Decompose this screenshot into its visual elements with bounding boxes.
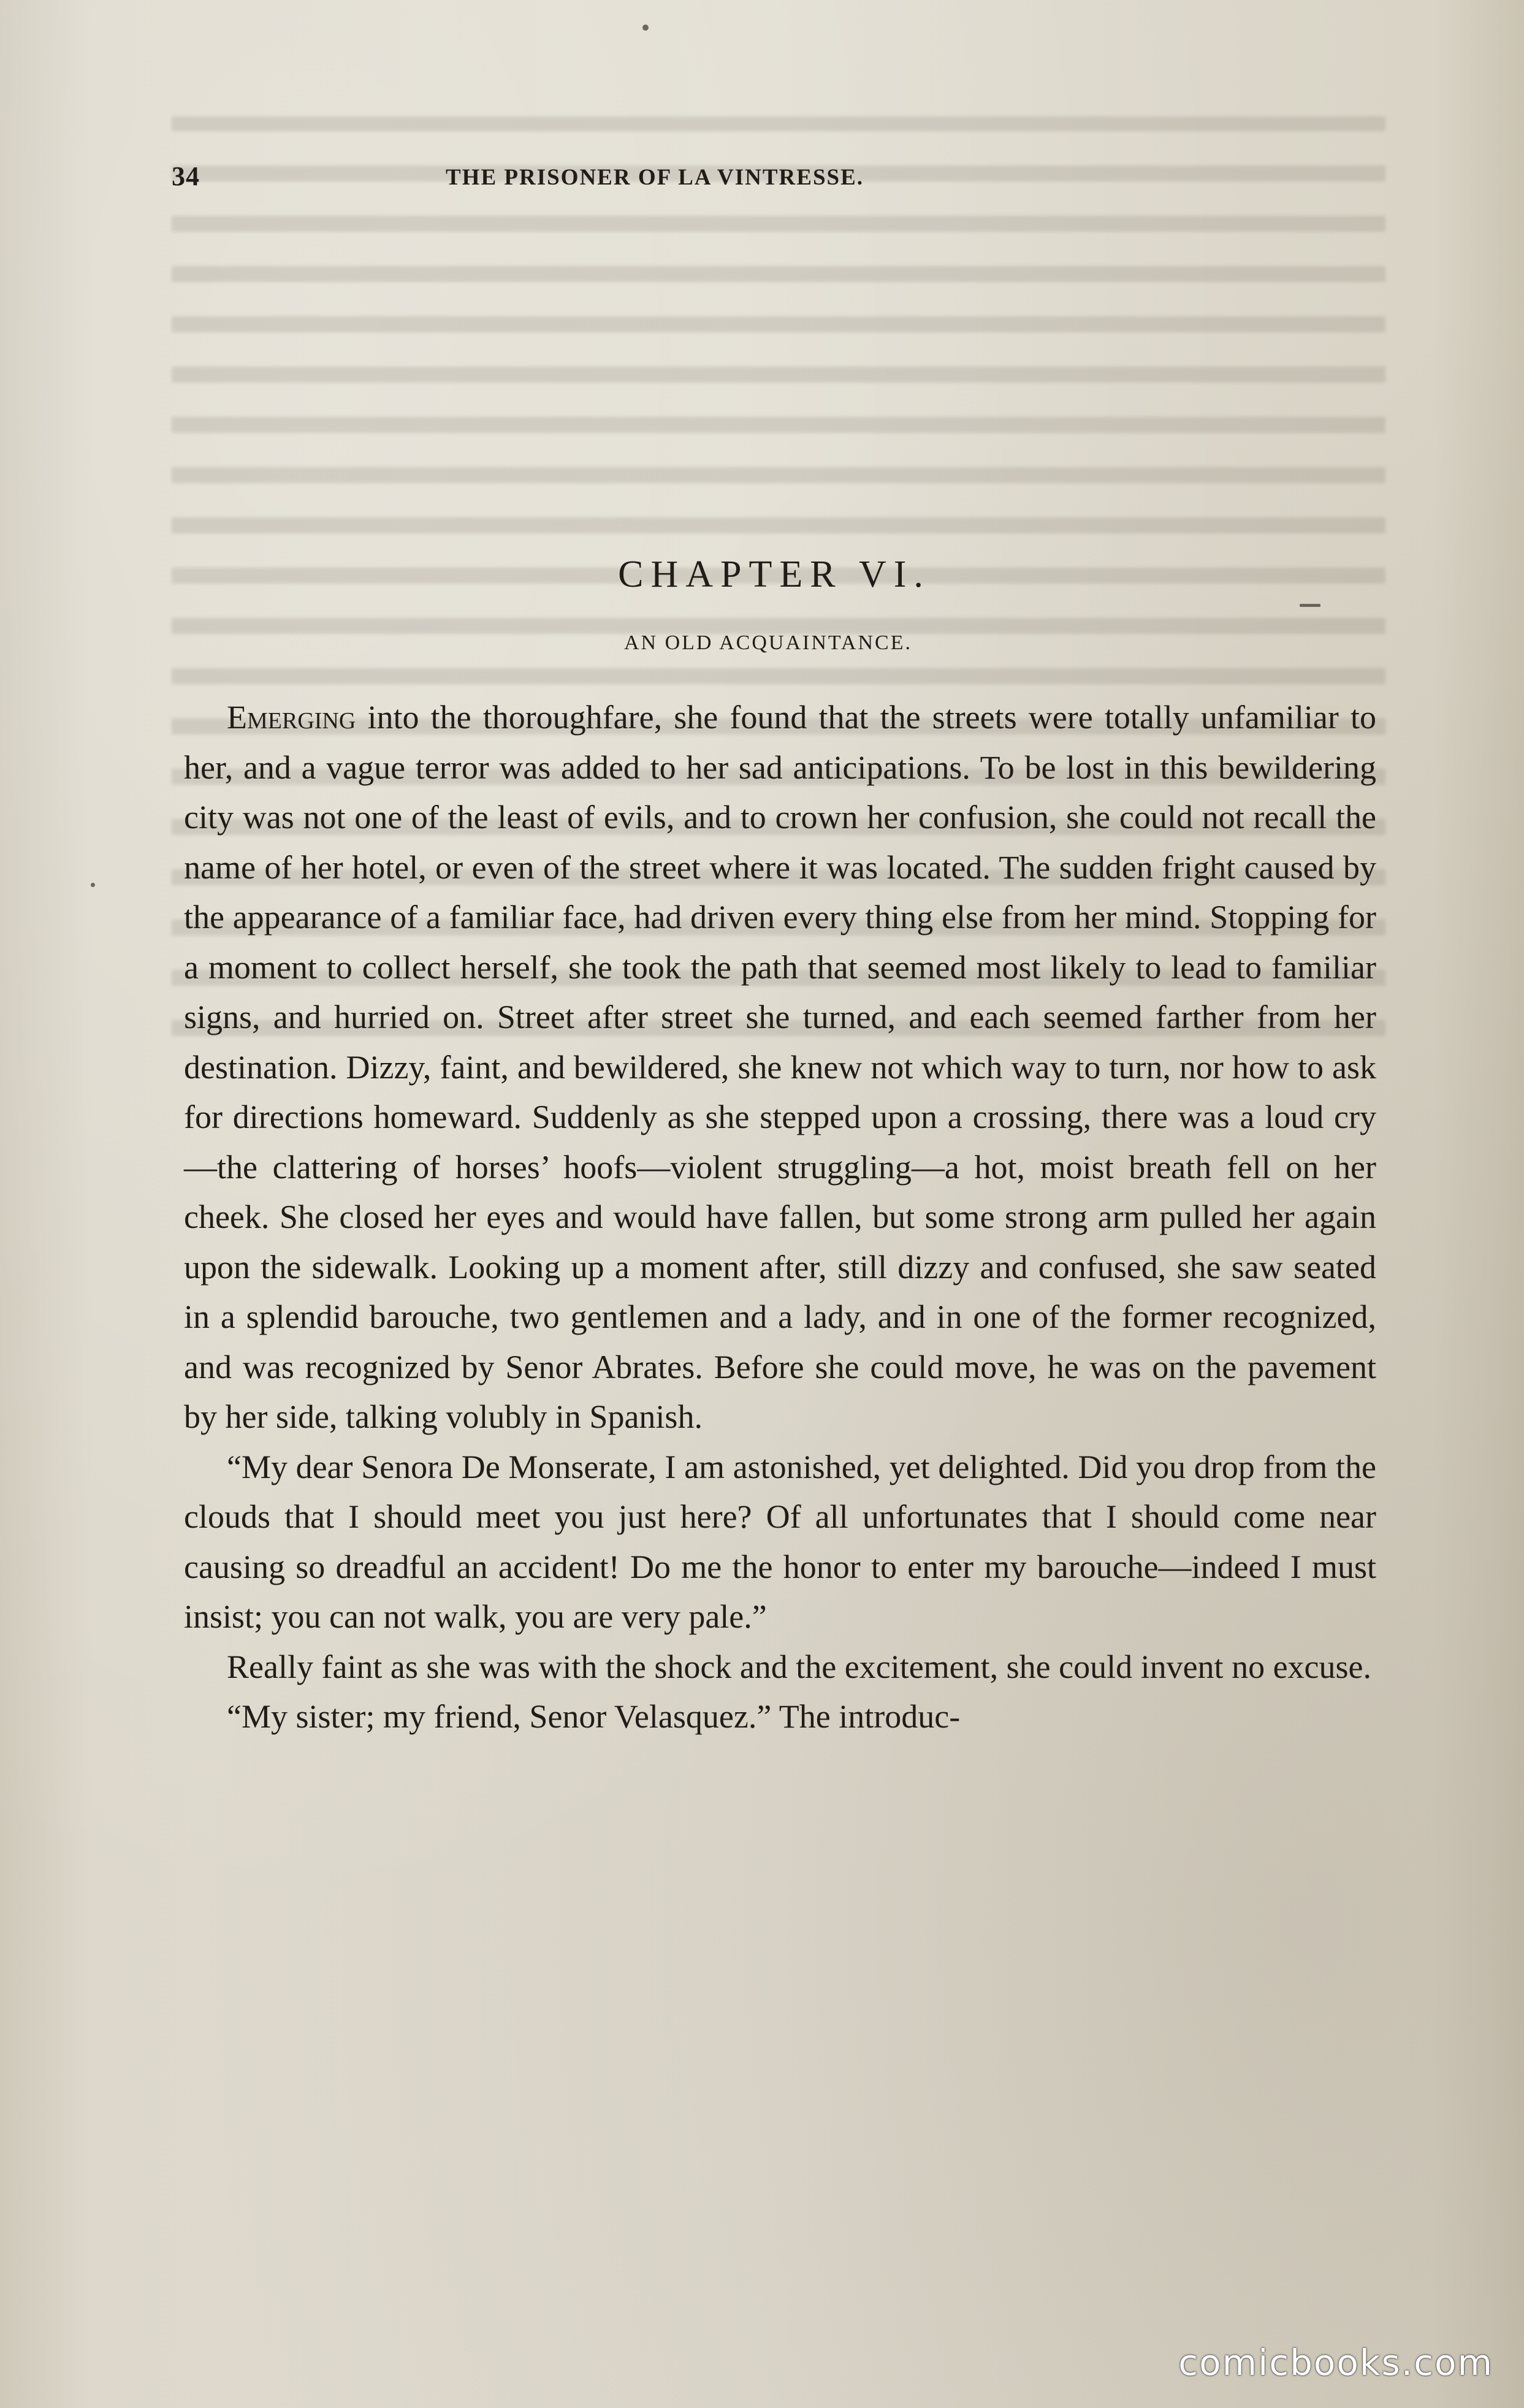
running-title: THE PRISONER OF LA VINTRESSE. [446,165,864,190]
ink-speck [91,883,95,887]
chapter-subtitle: AN OLD ACQUAINTANCE. [624,631,912,654]
paragraph-lead-word: Emerging [227,699,356,736]
paragraph-text: “My dear Senora De Monserate, I am astonished, yet delighted. Did you drop from the clouds that I should meet you just here? Of all unfortunates that I should come near causing so dreadful an accident! Do me the honor to enter my barouche—indeed I must insist; you can not walk, you are very pale.” [184,1448,1376,1635]
paragraph-text: into the thoroughfare, she found that the streets were totally unfamiliar to her, and a vague terror was added to her sad anticipations. To be lost in this bewildering city was not one of the least of evils, and to crown her confusion, she could not recall the name of her hotel, or even of the street where it was located. The sudden fright caused by the appearance of a familiar face, had driven every thing else from her mind. Stopping for a moment to collect herself, she took the path that seemed most likely to lead to familiar signs, and hurried on. Street after street she turned, and each seemed farther from her destination. Dizzy, faint, and bewildered, she knew not which way to turn, nor how to ask for directions homeward. Suddenly as she stepped upon a crossing, there was a loud cry—the clattering of horses’ hoofs—violent struggling—a hot, moist breath fell on her cheek. She closed her eyes and would have fallen, but some strong arm pulled her again upon the sidewalk. Looking up a moment after, still dizzy and confused, she saw seated in a splendid barouche, two gentlemen and a lady, and in one of the former recognized, and was recognized by Senor Abrates. Before she could move, he was on the pavement by her side, talking volubly in Spanish. [184,699,1376,1435]
chapter-title: CHAPTER VI. [618,554,931,595]
ink-speck [1300,604,1320,607]
body-text [184,693,1376,1742]
ink-speck [642,25,649,31]
paragraph-1 [184,693,1376,1442]
paragraph-text: Really faint as she was with the shock and the excitement, she could invent no excuse. [227,1648,1371,1685]
paragraph-4 [184,1692,1376,1742]
paragraph-2 [184,1442,1376,1642]
paragraph-3 [184,1642,1376,1693]
watermark: comicbooks.com [1178,2342,1493,2383]
page-number: 34 [172,161,200,191]
paragraph-text: “My sister; my friend, Senor Velasquez.” The introduc- [227,1698,961,1735]
page-header [172,161,1091,197]
